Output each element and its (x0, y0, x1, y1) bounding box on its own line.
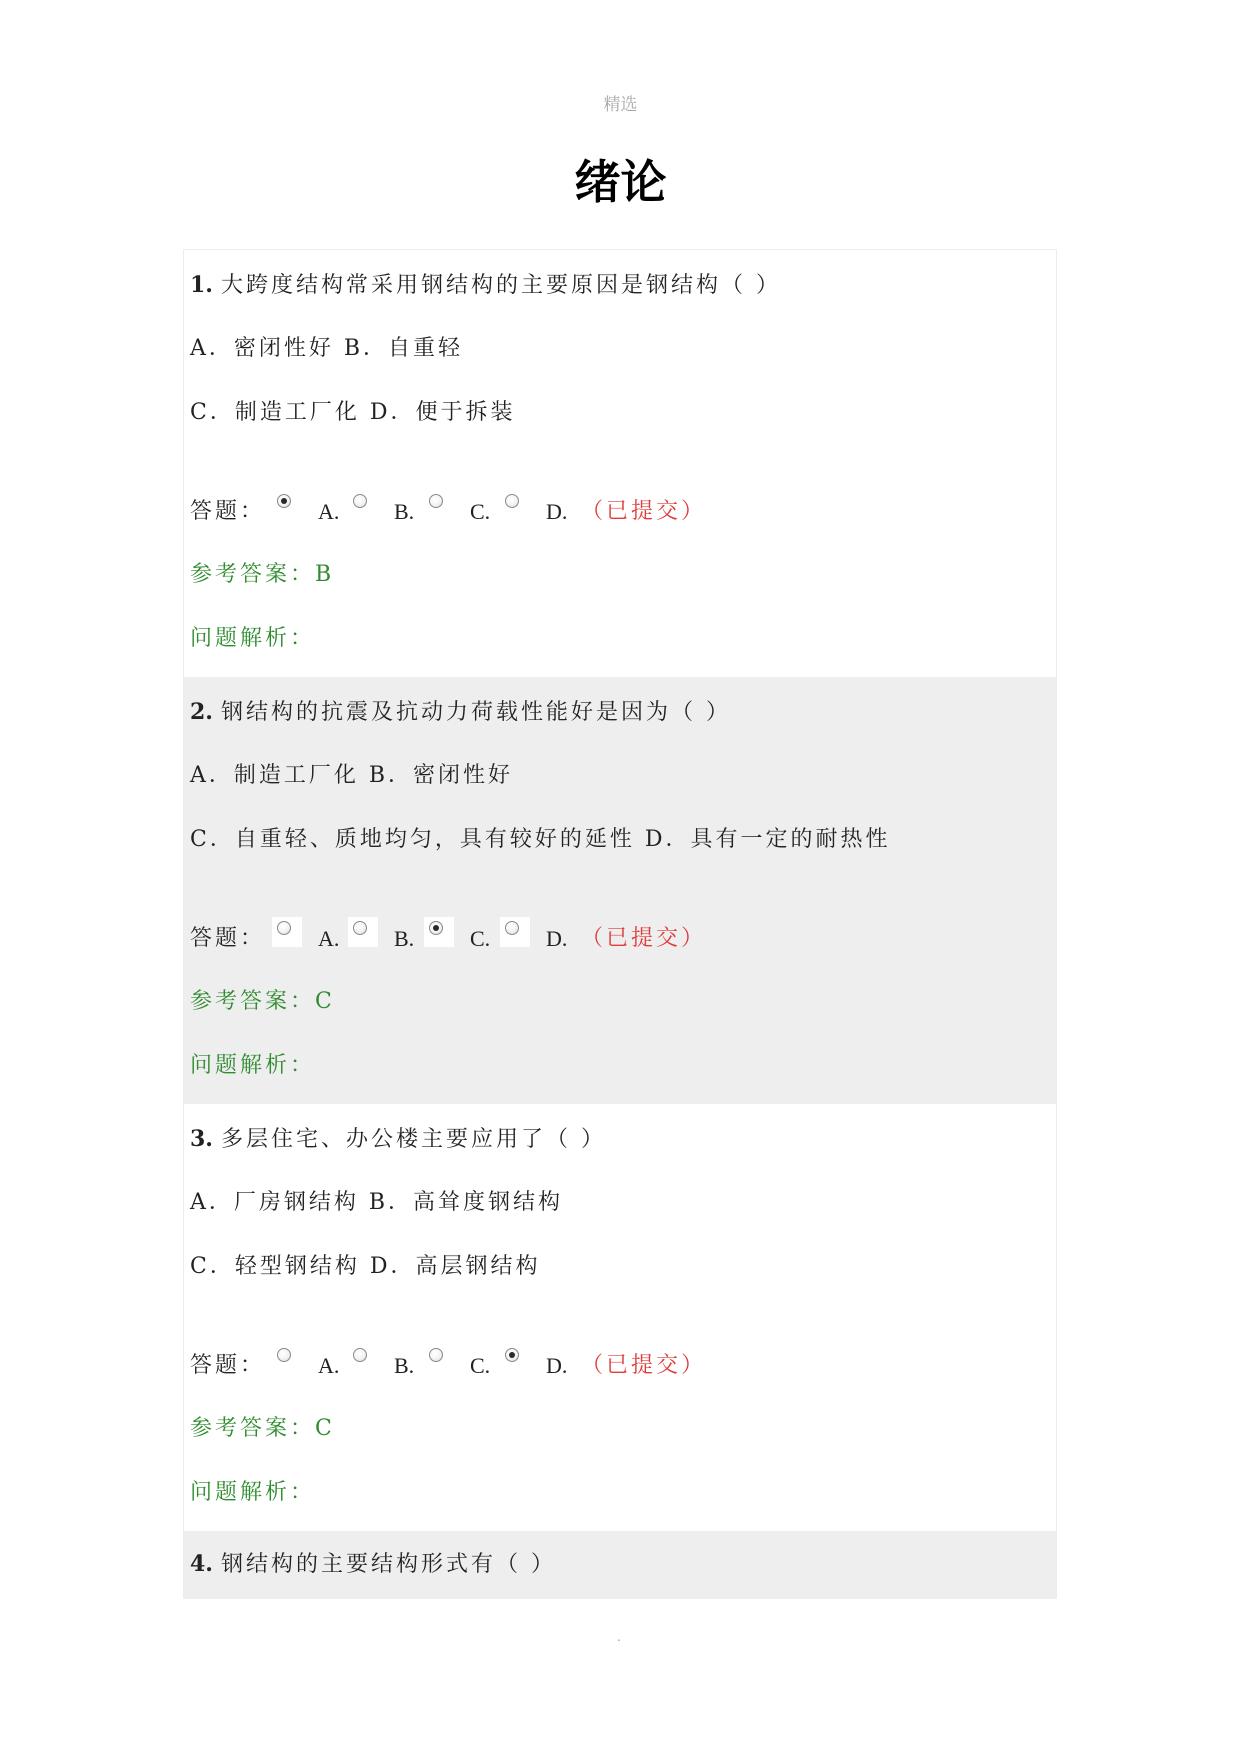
question-4 (184, 1531, 1056, 1598)
radio-option-b[interactable] (348, 917, 378, 947)
submitted-status: （已提交） (581, 926, 707, 951)
analysis-label: 问题解析： (190, 1480, 316, 1505)
footer-mark: . (617, 1630, 621, 1644)
answer-label: 答题： (190, 1353, 266, 1378)
radio-option-d[interactable] (500, 490, 530, 520)
analysis-label: 问题解析： (190, 626, 316, 651)
question-stem: 钢结构的主要结构形式有（ ） (220, 1552, 556, 1577)
reference-answer: 参考答案：C (190, 989, 335, 1014)
quiz-container (183, 249, 1057, 1599)
option-letter-d: D. (546, 926, 568, 951)
radio-circle-icon (277, 921, 291, 935)
radio-option-d[interactable] (500, 917, 530, 947)
radio-circle-icon (353, 1348, 367, 1362)
radio-circle-icon (505, 921, 519, 935)
question-number: 1. (190, 272, 213, 298)
radio-option-a[interactable] (272, 917, 302, 947)
radio-option-c[interactable] (424, 1344, 454, 1374)
question-stem: 多层住宅、办公楼主要应用了（ ） (220, 1127, 606, 1152)
question-stem: 大跨度结构常采用钢结构的主要原因是钢结构（ ） (220, 273, 781, 298)
radio-circle-icon (353, 921, 367, 935)
header-tag: 精选 (603, 95, 638, 115)
option-letter-a: A. (318, 499, 340, 524)
options-line-1: A．密闭性好 B．自重轻 (190, 336, 464, 361)
page-title: 绪论 (574, 155, 667, 209)
radio-option-b[interactable] (348, 490, 378, 520)
radio-circle-icon (277, 1348, 291, 1362)
option-letter-b: B. (394, 926, 415, 951)
option-letter-d: D. (546, 1353, 568, 1378)
question-number: 3. (190, 1126, 213, 1152)
radio-circle-icon (429, 1348, 443, 1362)
option-letter-d: D. (546, 499, 568, 524)
question-text (190, 1549, 556, 1580)
option-letter-c: C. (470, 499, 491, 524)
question-text (190, 697, 731, 728)
question-3 (184, 1104, 1056, 1531)
reference-answer: 参考答案：C (190, 1416, 335, 1441)
question-number: 2. (190, 699, 213, 725)
question-text (190, 270, 781, 301)
radio-option-a[interactable] (272, 1344, 302, 1374)
question-stem: 钢结构的抗震及抗动力荷载性能好是因为（ ） (220, 700, 731, 725)
question-2 (184, 677, 1056, 1104)
question-number: 4. (190, 1551, 213, 1577)
radio-option-a[interactable] (272, 490, 302, 520)
option-letter-b: B. (394, 1353, 415, 1378)
radio-circle-icon (505, 494, 519, 508)
options-line-2: C．轻型钢结构 D．高层钢结构 (190, 1254, 541, 1279)
option-letter-a: A. (318, 1353, 340, 1378)
submitted-status: （已提交） (581, 499, 707, 524)
option-letter-b: B. (394, 499, 415, 524)
option-letter-c: C. (470, 1353, 491, 1378)
reference-answer: 参考答案：B (190, 562, 335, 587)
analysis-label: 问题解析： (190, 1053, 316, 1078)
options-line-2: C．自重轻、质地均匀，具有较好的延性 D．具有一定的耐热性 (190, 827, 891, 852)
radio-option-c[interactable] (424, 917, 454, 947)
options-line-1: A．制造工厂化 B．密闭性好 (190, 763, 514, 788)
options-line-2: C．制造工厂化 D．便于拆装 (190, 400, 516, 425)
question-text (190, 1124, 606, 1155)
radio-option-b[interactable] (348, 1344, 378, 1374)
radio-option-d[interactable] (500, 1344, 530, 1374)
option-letter-c: C. (470, 926, 491, 951)
radio-circle-icon (505, 1348, 519, 1362)
options-line-1: A．厂房钢结构 B．高耸度钢结构 (190, 1190, 564, 1215)
radio-option-c[interactable] (424, 490, 454, 520)
radio-circle-icon (353, 494, 367, 508)
question-1 (184, 250, 1056, 677)
radio-circle-icon (429, 494, 443, 508)
answer-label: 答题： (190, 926, 266, 951)
radio-circle-icon (429, 921, 443, 935)
radio-circle-icon (277, 494, 291, 508)
submitted-status: （已提交） (581, 1353, 707, 1378)
option-letter-a: A. (318, 926, 340, 951)
answer-label: 答题： (190, 499, 266, 524)
